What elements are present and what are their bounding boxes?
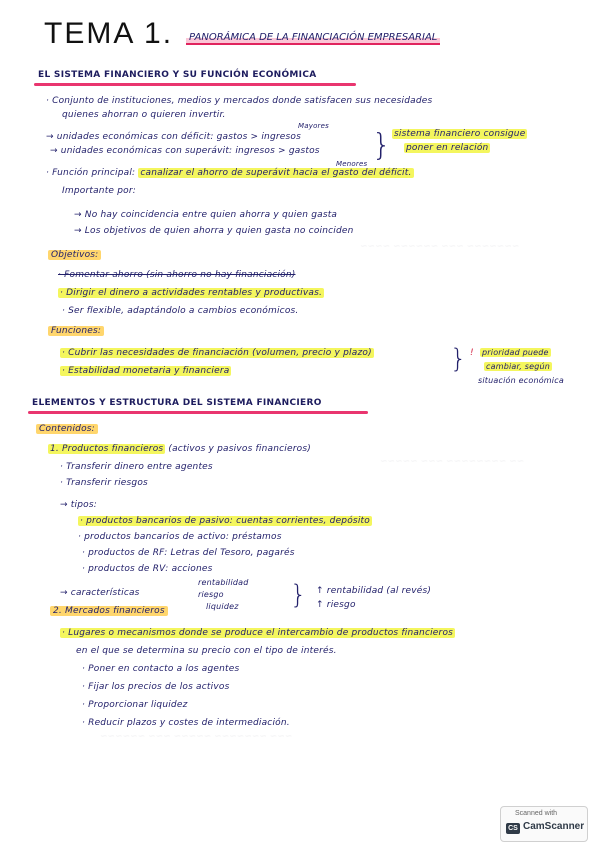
funcion-note: situación económica [478, 376, 564, 385]
objetivos-label: Objetivos: [48, 250, 101, 260]
funciones-label: Funciones: [48, 326, 104, 336]
brace: } [450, 344, 467, 374]
caracteristicas-label: → características [60, 588, 140, 598]
deficit-line: → unidades económicas con déficit: gastos > ingresos [46, 132, 301, 142]
mercados-item: · Proporcionar liquidez [82, 700, 188, 710]
brace-note: sistema financiero consigue [394, 129, 526, 139]
note-below: Menores [336, 160, 368, 168]
objetivo-item: · Ser flexible, adaptándolo a cambios económicos. [62, 306, 299, 316]
section-heading: EL SISTEMA FINANCIERO Y SU FUNCIÓN ECONÓMICA [38, 70, 317, 80]
page-subtitle: PANORÁMICA DE LA FINANCIACIÓN EMPRESARIAL [186, 32, 440, 45]
productos-item: · Transferir dinero entre agentes [60, 462, 213, 472]
tipo-item: · productos de RF: Letras del Tesoro, pagarés [82, 548, 295, 558]
mercados-intro: · Lugares o mecanismos donde se produce el intercambio de productos financieros [62, 628, 454, 638]
bleed-through-text: ~~~~~~ ~~~ ~~~~~ ~~~~~~~ ~~~ [100, 730, 293, 740]
funcion-item: · Cubrir las necesidades de financiación (volumen, precio y plazo) [62, 348, 372, 358]
productos-item: · Transferir riesgos [60, 478, 148, 488]
camscanner-logo-icon: CS [506, 823, 520, 834]
mercados-heading: 2. Mercados financieros [50, 606, 168, 616]
tipo-item: · productos bancarios de activo: préstamos [78, 532, 282, 542]
mercados-item: · Fijar los precios de los activos [82, 682, 230, 692]
mercados-intro: en el que se determina su precio con el tipo de interés. [76, 646, 337, 656]
caracteristica-item: rentabilidad [198, 578, 249, 587]
funcion-note: cambiar, según [486, 362, 551, 371]
badge-caption: Scanned with [515, 810, 558, 817]
objetivo-item: · Fomentar ahorro (sin ahorro no hay financiación) [58, 270, 296, 280]
superavit-line: → unidades económicas con superávit: ingresos > gastos [50, 146, 320, 156]
caracteristica-note: ↑ riesgo [316, 600, 356, 610]
scanner-badge [500, 806, 588, 842]
productos-heading: 1. Productos financieros (activos y pasivos financieros) [50, 444, 311, 454]
funcion-note: prioridad puede [482, 348, 549, 357]
note-above: Mayores [298, 122, 329, 130]
intro-line: · Conjunto de instituciones, medios y mercados donde satisfacen sus necesidades [46, 96, 433, 106]
page-title: TEMA 1. [44, 17, 174, 50]
brace: } [290, 580, 307, 610]
caracteristica-note: ↑ rentabilidad (al revés) [316, 586, 432, 596]
brace-note: poner en relación [406, 143, 489, 153]
tipo-item: · productos de RV: acciones [82, 564, 213, 574]
contenidos-label: Contenidos: [36, 424, 98, 434]
brace: } [372, 128, 392, 163]
bleed-through-text: ~~~~ ~~~~~~ ~~~ ~~~~~~~ [360, 240, 520, 250]
importante-label: Importante por: [62, 186, 136, 196]
intro-line: quienes ahorran o quieren invertir. [62, 110, 226, 120]
mercados-item: · Poner en contacto a los agentes [82, 664, 240, 674]
badge-app-name: CamScanner [523, 821, 585, 832]
section-underline [28, 411, 368, 414]
section-heading: ELEMENTOS Y ESTRUCTURA DEL SISTEMA FINANCIERO [32, 398, 322, 408]
importante-item: → Los objetivos de quien ahorra y quien gasta no coinciden [74, 226, 354, 236]
objetivo-item: · Dirigir el dinero a actividades rentables y productivas. [60, 288, 323, 298]
importante-item: → No hay coincidencia entre quien ahorra y quien gasta [74, 210, 338, 220]
bleed-through-text: ~~~~~ ~~~ ~~~~~~~~ ~~ [380, 455, 525, 465]
tipos-label: → tipos: [60, 500, 97, 510]
mercados-item: · Reducir plazos y costes de intermediación. [82, 718, 290, 728]
funcion-note: ! [470, 348, 474, 358]
section-underline [34, 83, 356, 86]
funcion-item: · Estabilidad monetaria y financiera [62, 366, 230, 376]
caracteristica-item: liquidez [206, 602, 239, 611]
funcion-principal: · Función principal: canalizar el ahorro de superávit hacia el gasto del déficit. [46, 168, 412, 178]
caracteristica-item: riesgo [198, 590, 224, 599]
tipo-item: · productos bancarios de pasivo: cuentas corrientes, depósito [80, 516, 370, 526]
